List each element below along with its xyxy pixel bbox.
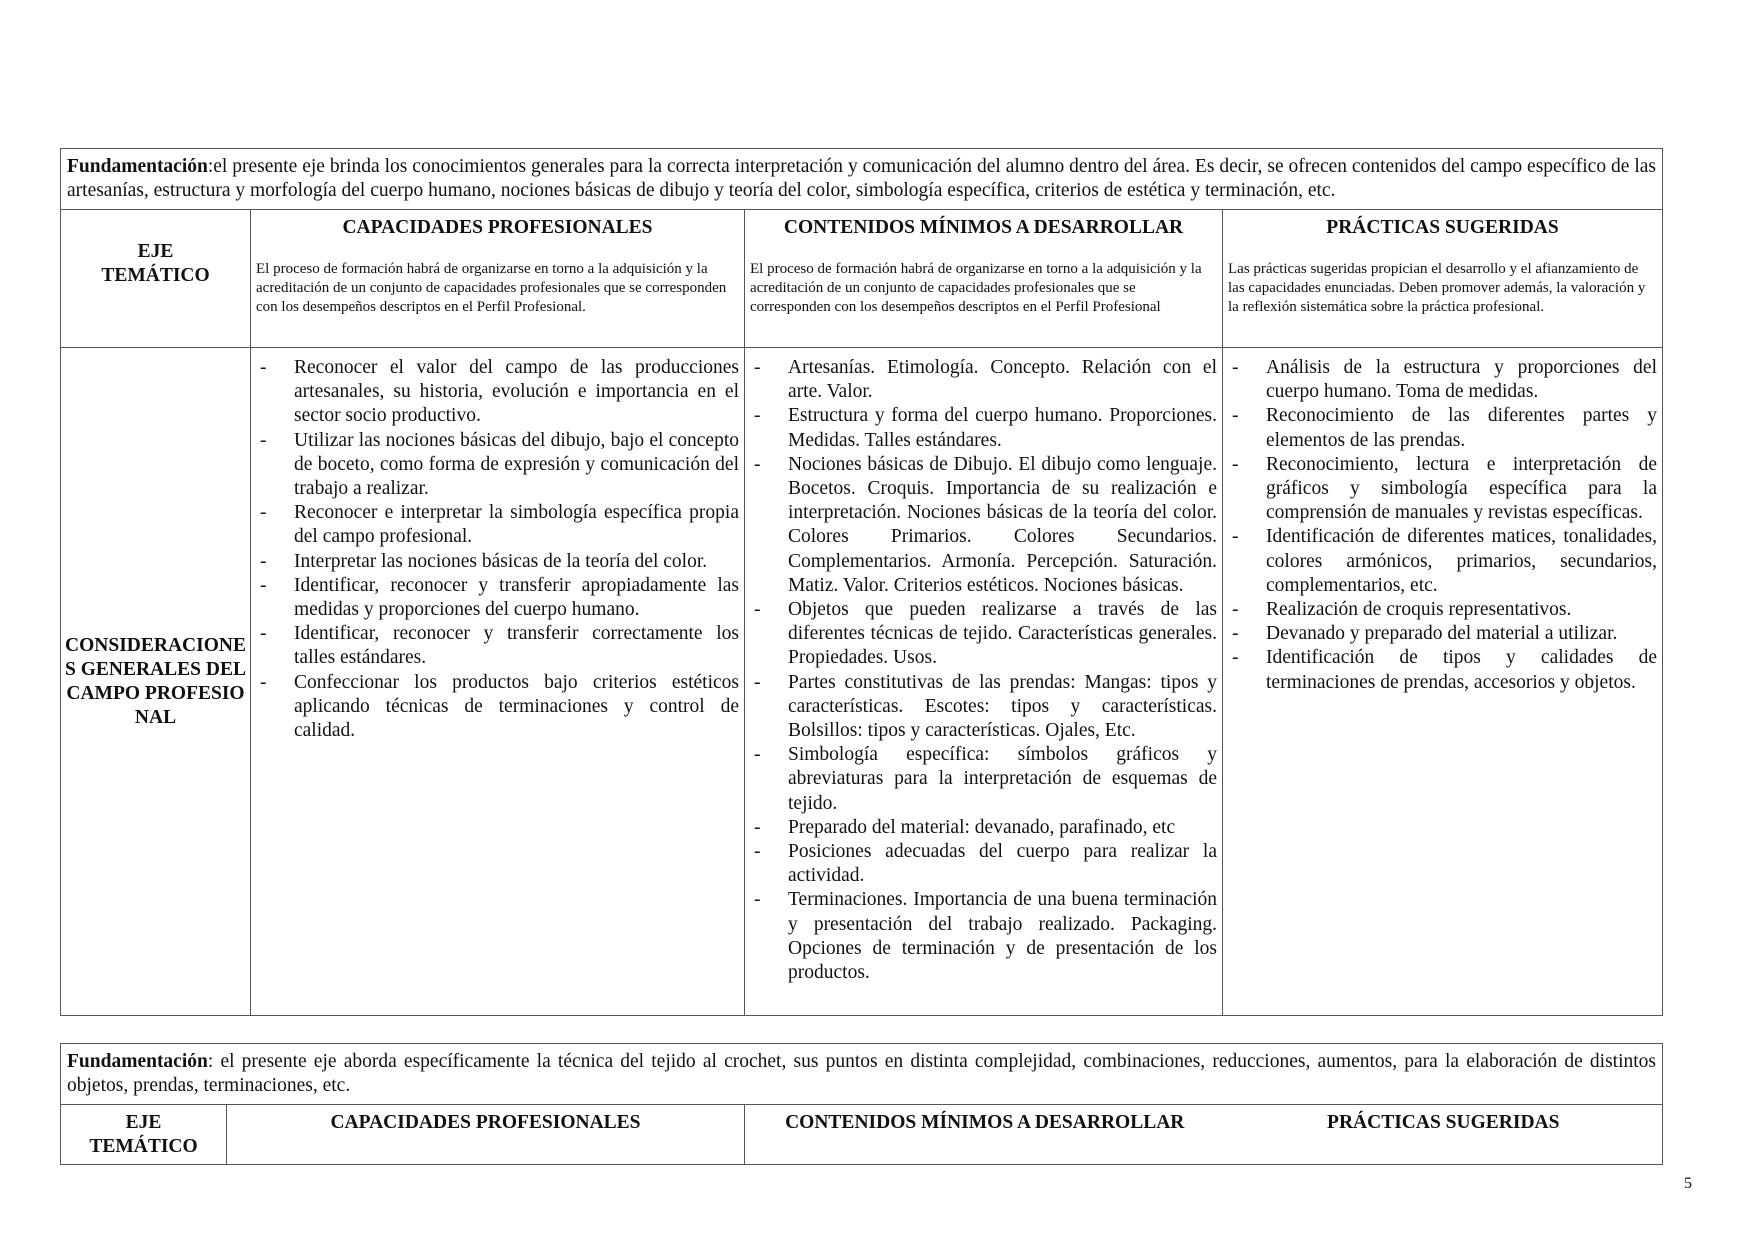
fundamentacion-label: Fundamentación: [67, 1051, 208, 1072]
fundamentacion-label: Fundamentación: [67, 156, 208, 177]
list-item: - Devanado y preparado del material a utilizar.: [1228, 622, 1657, 646]
header-practicas-title: PRÁCTICAS SUGERIDAS: [1326, 217, 1559, 238]
list-item: - Simbología específica: símbolos gráficos y abreviaturas para la interpretación de esquemas de tejido.: [750, 743, 1217, 816]
header-practicas-title: PRÁCTICAS SUGERIDAS: [1327, 1112, 1560, 1133]
header-contenidos-practicas-2: [745, 1105, 1663, 1165]
header-capacidades-desc: El proceso de formación habrá de organizarse en torno a la adquisición y la acreditación de un conjunto de capacidades profesionales que se corresponden con los desempeños descriptos en el Perfil Profesional.: [256, 261, 727, 315]
list-item: - Confeccionar los productos bajo criterios estéticos aplicando técnicas de terminaciones y control de calidad.: [256, 671, 739, 744]
eje-tematico-cell: [61, 348, 251, 1016]
list-item: - Utilizar las nociones básicas del dibujo, bajo el concepto de boceto, como forma de expresión y comunicación del trabajo a realizar.: [256, 429, 739, 502]
header-eje: [61, 210, 251, 348]
header-capacidades: [251, 210, 745, 348]
list-item: - Preparado del material: devanado, parafinado, etc: [750, 816, 1217, 840]
list-item: - Análisis de la estructura y proporciones del cuerpo humano. Toma de medidas.: [1228, 356, 1657, 404]
header-contenidos: [745, 210, 1223, 348]
list-item: - Estructura y forma del cuerpo humano. Proporciones. Medidas. Talles estándares.: [750, 404, 1217, 452]
table-eje-2: [60, 1043, 1663, 1165]
list-item: - Reconocimiento de las diferentes partes y elementos de las prendas.: [1228, 404, 1657, 452]
list-item: - Reconocer el valor del campo de las producciones artesanales, su historia, evolución e importancia en el sector socio productivo.: [256, 356, 739, 429]
fundamentacion-text: : el presente eje aborda específicamente la técnica del tejido al crochet, sus puntos en distinta complejidad, combinaciones, reducciones, aumentos, para la elaboración de distintos objetos, prendas, terminaciones, etc.: [67, 1051, 1657, 1096]
list-item: - Nociones básicas de Dibujo. El dibujo como lenguaje. Bocetos. Croquis. Importancia de su realización e interpretación. Nociones básicas de la teoría del color. Colores Primarios. Colores Secundarios. Complementarios. Armonía. Percepción. Saturación. Matiz. Valor. Criterios estéticos. Nociones básicas.: [750, 453, 1217, 598]
header-eje-label: EJE TEMÁTICO: [101, 241, 210, 286]
practicas-list: [1223, 348, 1662, 699]
list-item: - Identificar, reconocer y transferir apropiadamente las medidas y proporciones del cuerpo humano.: [256, 574, 739, 622]
header-capacidades-title: CAPACIDADES PROFESIONALES: [342, 217, 653, 238]
contenidos-cell: [745, 348, 1223, 1016]
list-item: - Realización de croquis representativos.: [1228, 598, 1657, 622]
header-capacidades-2: [227, 1105, 745, 1165]
list-item: - Reconocer e interpretar la simbología específica propia del campo profesional.: [256, 501, 739, 549]
header-eje-2: [61, 1105, 227, 1165]
page-number: 5: [1684, 1175, 1692, 1192]
list-item: - Posiciones adecuadas del cuerpo para realizar la actividad.: [750, 840, 1217, 888]
capacidades-list: [251, 348, 744, 747]
header-capacidades-title: CAPACIDADES PROFESIONALES: [330, 1112, 641, 1133]
header-contenidos-title: CONTENIDOS MÍNIMOS A DESARROLLAR: [785, 1112, 1185, 1133]
header-practicas-desc: Las prácticas sugeridas propician el desarrollo y el afianzamiento de las capacidades enunciadas. Deben promover además, la valoración y la reflexión sistemática sobre la práctica profesional.: [1228, 261, 1646, 315]
fundamentacion-text: :el presente eje brinda los conocimientos generales para la correcta interpretación y comunicación del alumno dentro del área. Es decir, se ofrecen contenidos del campo específico de las artesanías, estructura y morfología del cuerpo humano, nociones básicas de dibujo y teoría del color, simbología específica, criterios de estética y terminación, etc.: [67, 156, 1657, 201]
list-item: - Terminaciones. Importancia de una buena terminación y presentación del trabajo realizado. Packaging. Opciones de terminación y de presentación de los productos.: [750, 888, 1217, 985]
list-item: - Partes constitutivas de las prendas: Mangas: tipos y características. Escotes: tipos y características. Bolsillos: tipos y características. Ojales, Etc.: [750, 671, 1217, 744]
list-item: - Objetos que pueden realizarse a través de las diferentes técnicas de tejido. Características generales. Propiedades. Usos.: [750, 598, 1217, 671]
list-item: - Reconocimiento, lectura e interpretación de gráficos y simbología específica para la comprensión de manuales y revistas específicas.: [1228, 453, 1657, 526]
list-item: - Interpretar las nociones básicas de la teoría del color.: [256, 550, 739, 574]
fundamentacion-2: [61, 1044, 1663, 1105]
list-item: - Artesanías. Etimología. Concepto. Relación con el arte. Valor.: [750, 356, 1217, 404]
practicas-cell: [1223, 348, 1663, 1016]
table-eje-1: [60, 148, 1663, 1016]
header-practicas: [1223, 210, 1663, 348]
header-eje-label: EJE TEMÁTICO: [89, 1112, 198, 1157]
fundamentacion-1: [61, 149, 1663, 210]
header-contenidos-title: CONTENIDOS MÍNIMOS A DESARROLLAR: [783, 217, 1184, 238]
list-item: - Identificación de diferentes matices, tonalidades, colores armónicos, primarios, secundarios, complementarios, etc.: [1228, 525, 1657, 598]
header-contenidos-desc: El proceso de formación habrá de organizarse en torno a la adquisición y la acreditación de un conjunto de capacidades profesionales que se corresponden con los desempeños descriptos en el Perfil Profesional: [750, 261, 1202, 315]
eje-tematico-name: CONSIDERACIONES GENERALES DEL CAMPO PROFESIONAL: [65, 634, 246, 728]
contenidos-list: [745, 348, 1222, 989]
list-item: - Identificar, reconocer y transferir correctamente los talles estándares.: [256, 622, 739, 670]
capacidades-cell: [251, 348, 745, 1016]
list-item: - Identificación de tipos y calidades de terminaciones de prendas, accesorios y objetos.: [1228, 646, 1657, 694]
